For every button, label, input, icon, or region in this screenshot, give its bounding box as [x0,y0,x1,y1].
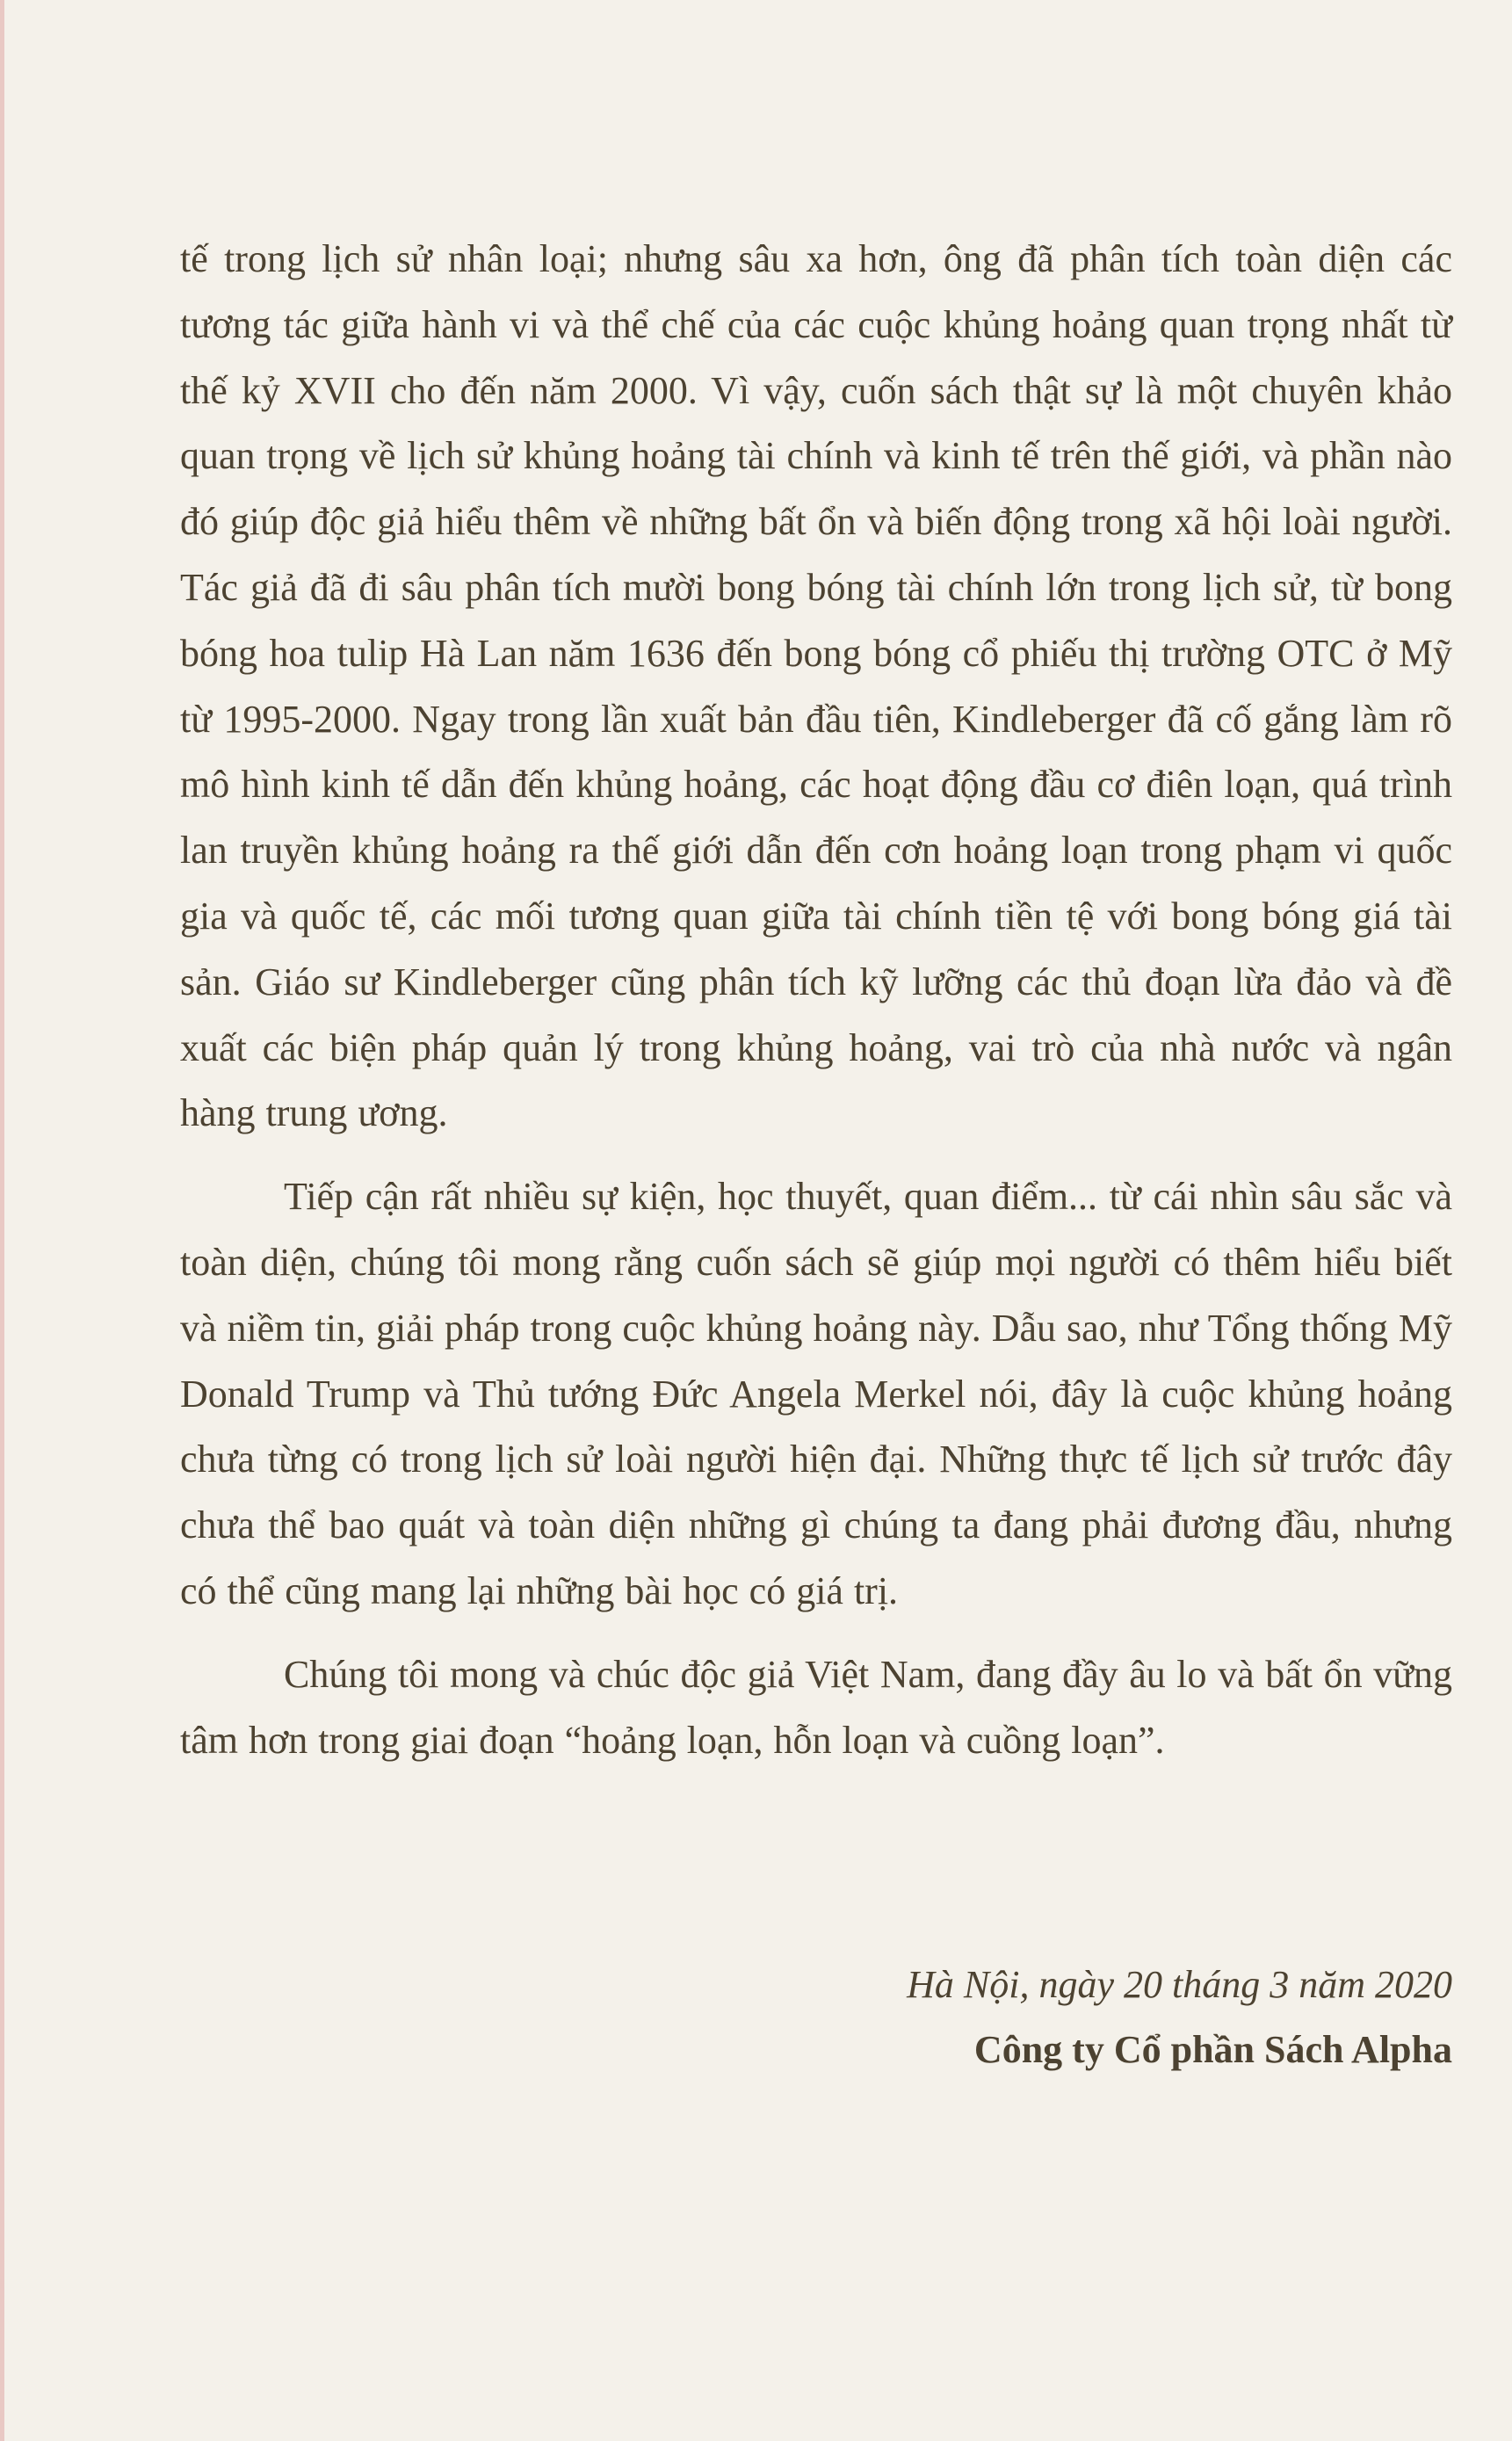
paragraph: Tiếp cận rất nhiều sự kiện, học thuyết, quan điểm... từ cái nhìn sâu sắc và toàn diện, chúng tôi mong rằng cuốn sách sẽ giúp mọi người có thêm hiểu biết và niềm tin, giải pháp trong cuộc khủng hoảng này. Dẫu sao, như Tổng thống Mỹ Donald Trump và Thủ tướng Đức Angela Merkel nói, đây là cuộc khủng hoảng chưa từng có trong lịch sử loài người hiện đại. Những thực tế lịch sử trước đây chưa thể bao quát và toàn diện những gì chúng ta đang phải đương đầu, nhưng có thể cũng mang lại những bài học có giá trị. [180,1175,1452,1612]
page-edge [0,0,4,2441]
signature-block [574,1952,1452,2082]
body-text [180,227,1452,1791]
publisher-name: Công ty Cổ phần Sách Alpha [973,2028,1452,2071]
paragraph-continuation: tế trong lịch sử nhân loại; nhưng sâu xa hơn, ông đã phân tích toàn diện các tương tác giữa hành vi và thể chế của các cuộc khủng hoảng quan trọng nhất từ thế kỷ XVII cho đến năm 2000. Vì vậy, cuốn sách thật sự là một chuyên khảo quan trọng về lịch sử khủng hoảng tài chính và kinh tế trên thế giới, và phần nào đó giúp độc giả hiểu thêm về những bất ổn và biến động trong xã hội loài người. Tác giả đã đi sâu phân tích mười bong bóng tài chính lớn trong lịch sử, từ bong bóng hoa tulip Hà Lan năm 1636 đến bong bóng cổ phiếu thị trường OTC ở Mỹ từ 1995-2000. Ngay trong lần xuất bản đầu tiên, Kindleberger đã cố gắng làm rõ mô hình kinh tế dẫn đến khủng hoảng, các hoạt động đầu cơ điên loạn, quá trình lan truyền khủng hoảng ra thế giới dẫn đến cơn hoảng loạn trong phạm vi quốc gia và quốc tế, các mối tương quan giữa tài chính tiền tệ với bong bóng giá tài sản. Giáo sư Kindleberger cũng phân tích kỹ lưỡng các thủ đoạn lừa đảo và đề xuất các biện pháp quản lý trong khủng hoảng, vai trò của nhà nước và ngân hàng trung ương. [180,237,1452,1135]
paragraph: Chúng tôi mong và chúc độc giả Việt Nam, đang đầy âu lo và bất ổn vững tâm hơn trong giai đoạn “hoảng loạn, hỗn loạn và cuồng loạn”. [180,1652,1452,1762]
place-date: Hà Nội, ngày 20 tháng 3 năm 2020 [907,1963,1452,2006]
